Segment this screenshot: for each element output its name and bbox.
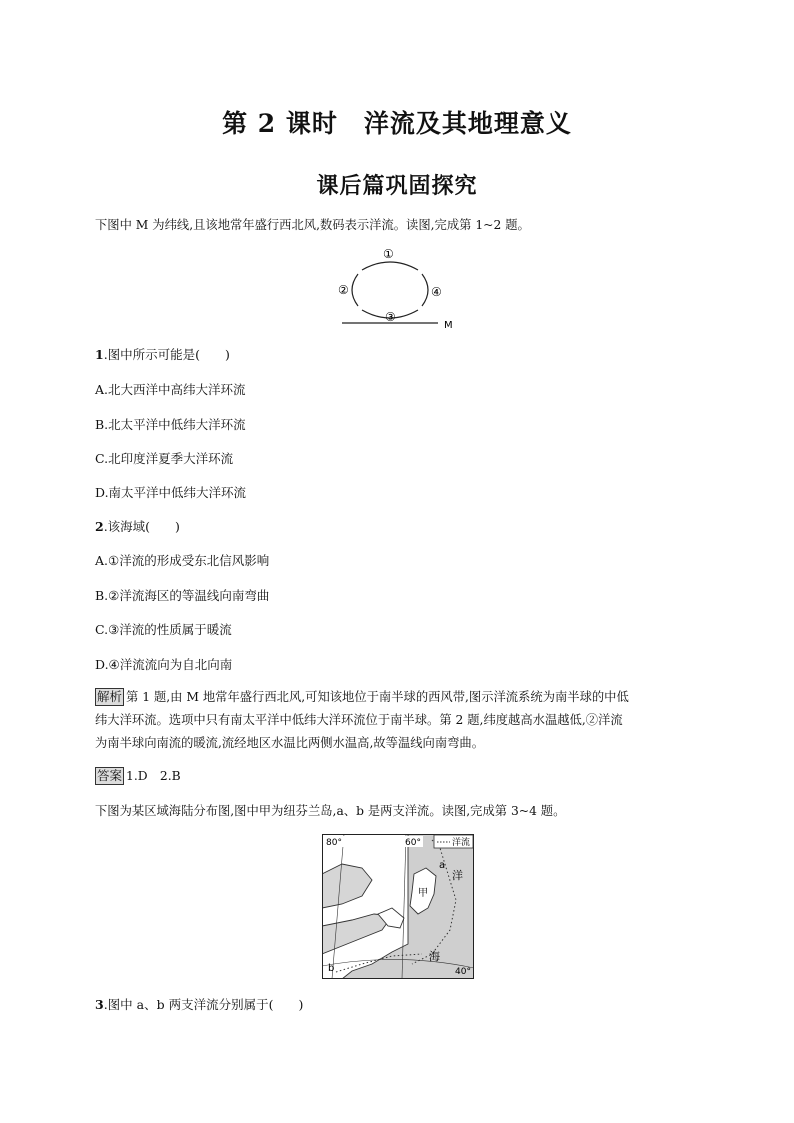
ocean-label-2: 海 [429,950,440,963]
island-label: 甲 [418,888,428,899]
lon-60-label: 60° [405,838,421,848]
current-label-1: ① [383,247,394,261]
page-title: 第 2 课时 洋流及其地理意义 [222,109,572,138]
current-loop-diagram [330,244,460,332]
question-1-stem: .图中所示可能是( ) [103,347,230,362]
analysis-line-3: 为南半球向南流的暖流,流经地区水温比两侧水温高,故等温线向南弯曲。 [95,736,485,750]
question-2-number: 2 [95,519,104,534]
analysis-line-1: 解析 第 1 题,由 M 地常年盛行西北风,可知该地位于南半球的西风带,图示洋流系统为南半球的中低 [97,689,629,704]
intro-text-2: 下图为某区域海陆分布图,图中甲为纽芬兰岛,a、b 是两支洋流。读图,完成第 3~4 题。 [95,804,566,818]
current-1-arc [362,262,418,270]
label-a: a [439,860,446,871]
analysis-line-2: 纬大洋环流。选项中只有南太平洋中低纬大洋环流位于南半球。第 2 题,纬度越高水温越低,②洋流 [95,713,623,727]
q2-option-d: D.④洋流流向为自北向南 [95,657,233,672]
m-label: M [444,320,453,331]
question-3-stem: .图中 a、b 两支洋流分别属于( ) [103,997,304,1012]
page-subtitle: 课后篇巩固探究 [316,173,478,199]
question-3 [95,995,303,1013]
q2-option-c: C.③洋流的性质属于暖流 [95,622,232,637]
question-3-number: 3 [95,997,104,1012]
answer-tag: 答案 [97,768,123,783]
current-label-2: ② [338,283,349,297]
q1-option-a: A.北大西洋中高纬大洋环流 [95,382,246,397]
answer-text: 1.D 2.B [126,769,181,783]
q2-option-a: A.①洋流的形成受东北信风影响 [95,553,270,568]
question-1-number: 1 [95,347,104,362]
q1-option-d: D.南太平洋中低纬大洋环流 [95,485,247,500]
lon-80-label: 80° [326,838,342,848]
q1-option-b: B.北太平洋中低纬大洋环流 [95,417,246,432]
current-2-arc [352,274,358,306]
label-b: b [328,963,335,974]
current-label-4: ④ [431,285,442,299]
ocean-label-1: 洋 [452,869,463,882]
current-4-arc [422,274,428,306]
legend-label: 洋流 [452,838,471,848]
question-1 [95,345,230,363]
q1-option-c: C.北印度洋夏季大洋环流 [95,451,234,466]
region-map [322,834,474,979]
lat-40-label: 40° [455,967,471,977]
q2-option-b: B.②洋流海区的等温线向南弯曲 [95,588,270,603]
analysis-block [95,686,707,755]
analysis-tag: 解析 [97,689,123,704]
intro-text-1: 下图中 M 为纬线,且该地常年盛行西北风,数码表示洋流。读图,完成第 1~2 题。 [95,218,530,232]
current-label-3: ③ [385,310,396,324]
answer-block [95,765,707,788]
question-2-stem: .该海域( ) [103,519,180,534]
question-2 [95,517,180,535]
